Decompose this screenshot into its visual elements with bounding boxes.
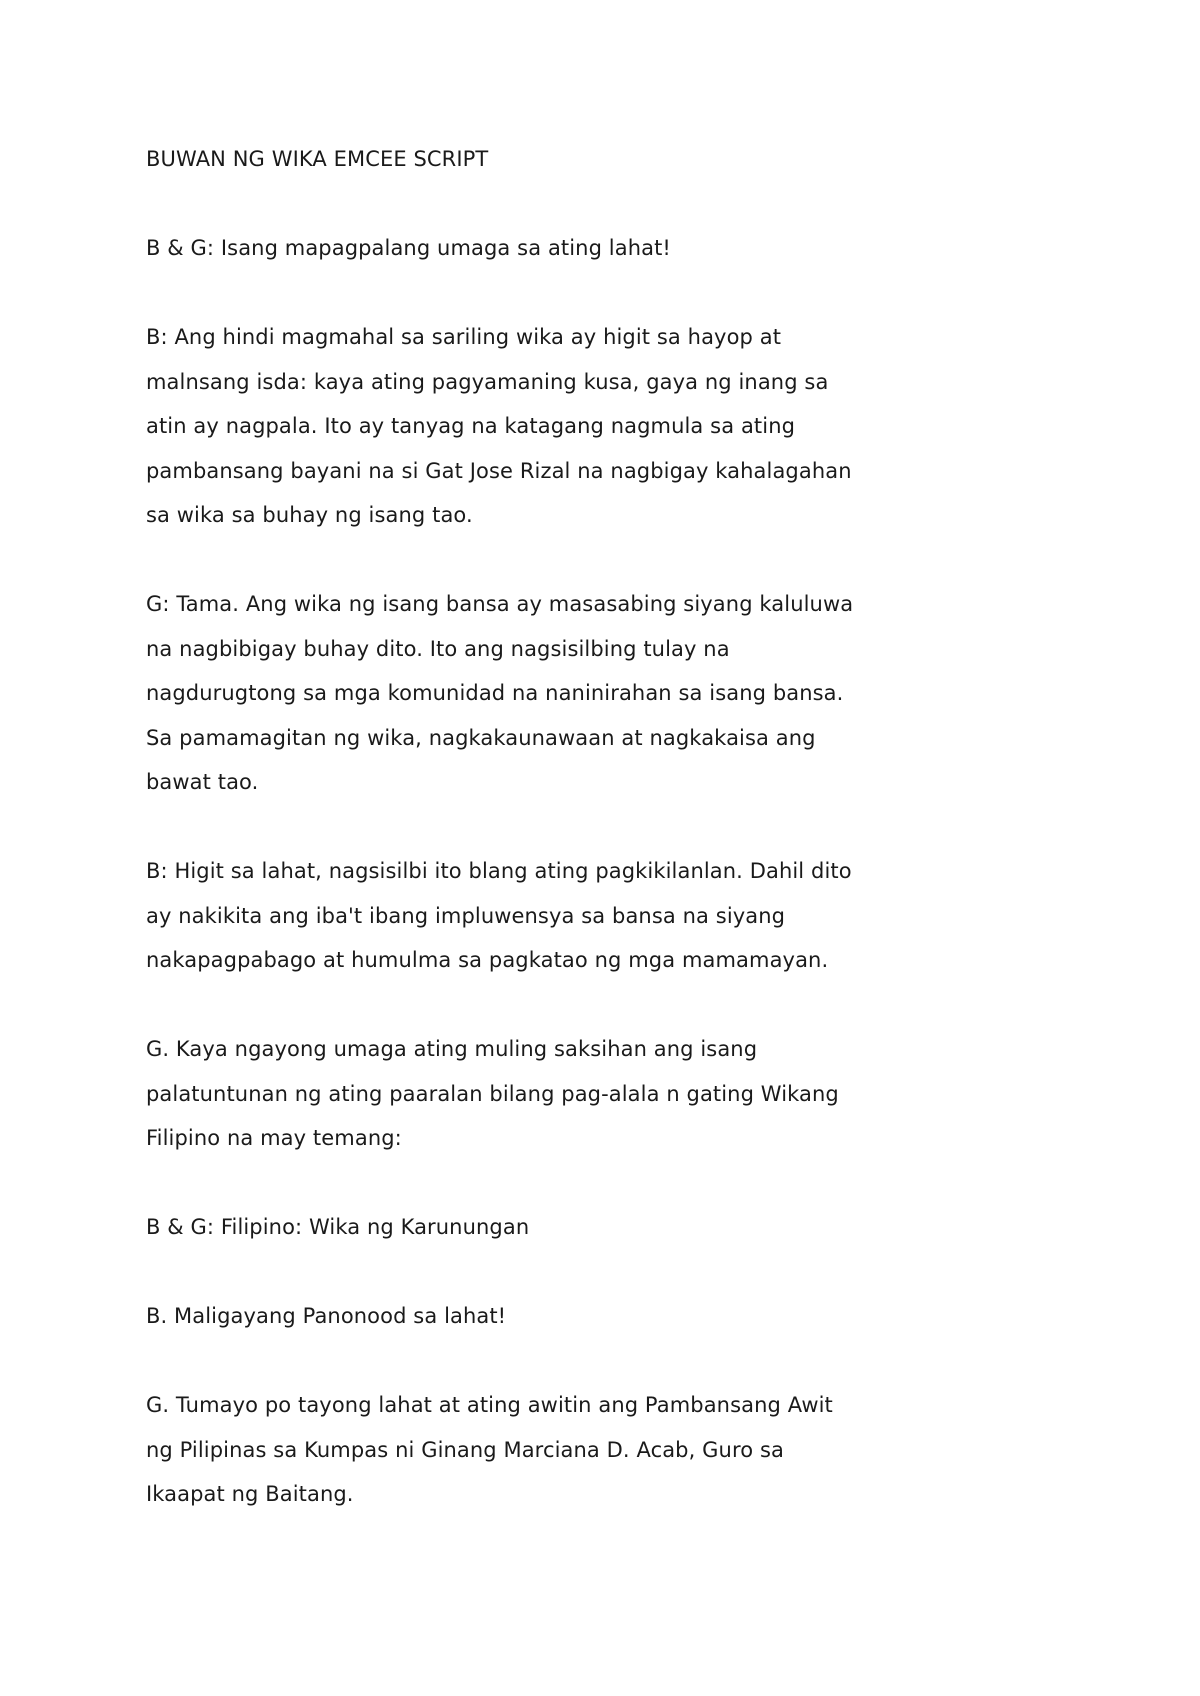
paragraph-line: nakapagpabago at humulma sa pagkatao ng mga mamamayan. bbox=[146, 948, 829, 972]
paragraph-line: B: Ang hindi magmahal sa sariling wika ay higit sa hayop at bbox=[146, 325, 782, 349]
paragraph-soul-of-nation bbox=[146, 582, 906, 805]
paragraph-program-intro bbox=[146, 1027, 906, 1161]
paragraph-line: bawat tao. bbox=[146, 770, 259, 794]
paragraph-line: ay nakikita ang iba't ibang impluwensya sa bansa na siyang bbox=[146, 903, 786, 928]
paragraph-line: B & G: Filipino: Wika ng Karunungan bbox=[146, 1215, 530, 1239]
paragraph-line: malnsang isda: kaya ating pagyamaning kusa, gaya ng inang sa bbox=[146, 369, 829, 394]
paragraph-spacer bbox=[146, 983, 906, 1028]
paragraph-national-anthem bbox=[146, 1383, 906, 1517]
paragraph-line: Filipino na may temang: bbox=[146, 1126, 402, 1150]
paragraph-spacer bbox=[146, 271, 906, 316]
paragraph-line: na nagbibigay buhay dito. Ito ang nagsisilbing tulay na bbox=[146, 636, 730, 661]
paragraph-line: B: Higit sa lahat, nagsisilbi ito blang ating pagkikilanlan. Dahil dito bbox=[146, 859, 852, 883]
paragraph-line: B & G: Isang mapagpalang umaga sa ating lahat! bbox=[146, 236, 671, 260]
paragraph-spacer bbox=[146, 1161, 906, 1206]
paragraph-rizal-quote bbox=[146, 315, 906, 538]
paragraph-theme bbox=[146, 1205, 906, 1250]
paragraph-line: atin ay nagpala. Ito ay tanyag na katagang nagmula sa ating bbox=[146, 414, 796, 438]
document-title: BUWAN NG WIKA EMCEE SCRIPT bbox=[146, 147, 489, 171]
paragraph-spacer bbox=[146, 805, 906, 850]
paragraph-line: B. Maligayang Panonood sa lahat! bbox=[146, 1304, 507, 1328]
paragraph-line: G. Kaya ngayong umaga ating muling saksihan ang isang bbox=[146, 1037, 758, 1061]
paragraph-line: pambansang bayani na si Gat Jose Rizal na nagbigay kahalagahan bbox=[146, 458, 852, 483]
paragraph-line: Ikaapat ng Baitang. bbox=[146, 1482, 354, 1506]
paragraph-enjoy bbox=[146, 1294, 906, 1339]
paragraph-line: Sa pamamagitan ng wika, nagkakaunawaan at nagkakaisa ang bbox=[146, 725, 816, 750]
document-body bbox=[146, 137, 906, 1517]
paragraph-line: G: Tama. Ang wika ng isang bansa ay masasabing siyang kaluluwa bbox=[146, 592, 854, 616]
paragraph-spacer bbox=[146, 182, 906, 227]
paragraph-line: G. Tumayo po tayong lahat at ating awitin ang Pambansang Awit bbox=[146, 1393, 833, 1417]
paragraph-spacer bbox=[146, 1339, 906, 1384]
paragraph-line: sa wika sa buhay ng isang tao. bbox=[146, 503, 473, 527]
paragraph-spacer bbox=[146, 538, 906, 583]
paragraph-greeting bbox=[146, 226, 906, 271]
paragraph-line: ng Pilipinas sa Kumpas ni Ginang Marciana D. Acab, Guro sa bbox=[146, 1437, 784, 1462]
paragraph-identity bbox=[146, 849, 906, 983]
paragraph-line: palatuntunan ng ating paaralan bilang pag-alala n gating Wikang bbox=[146, 1081, 839, 1106]
paragraph-line: nagdurugtong sa mga komunidad na naninirahan sa isang bansa. bbox=[146, 681, 844, 705]
paragraph-spacer bbox=[146, 1250, 906, 1295]
